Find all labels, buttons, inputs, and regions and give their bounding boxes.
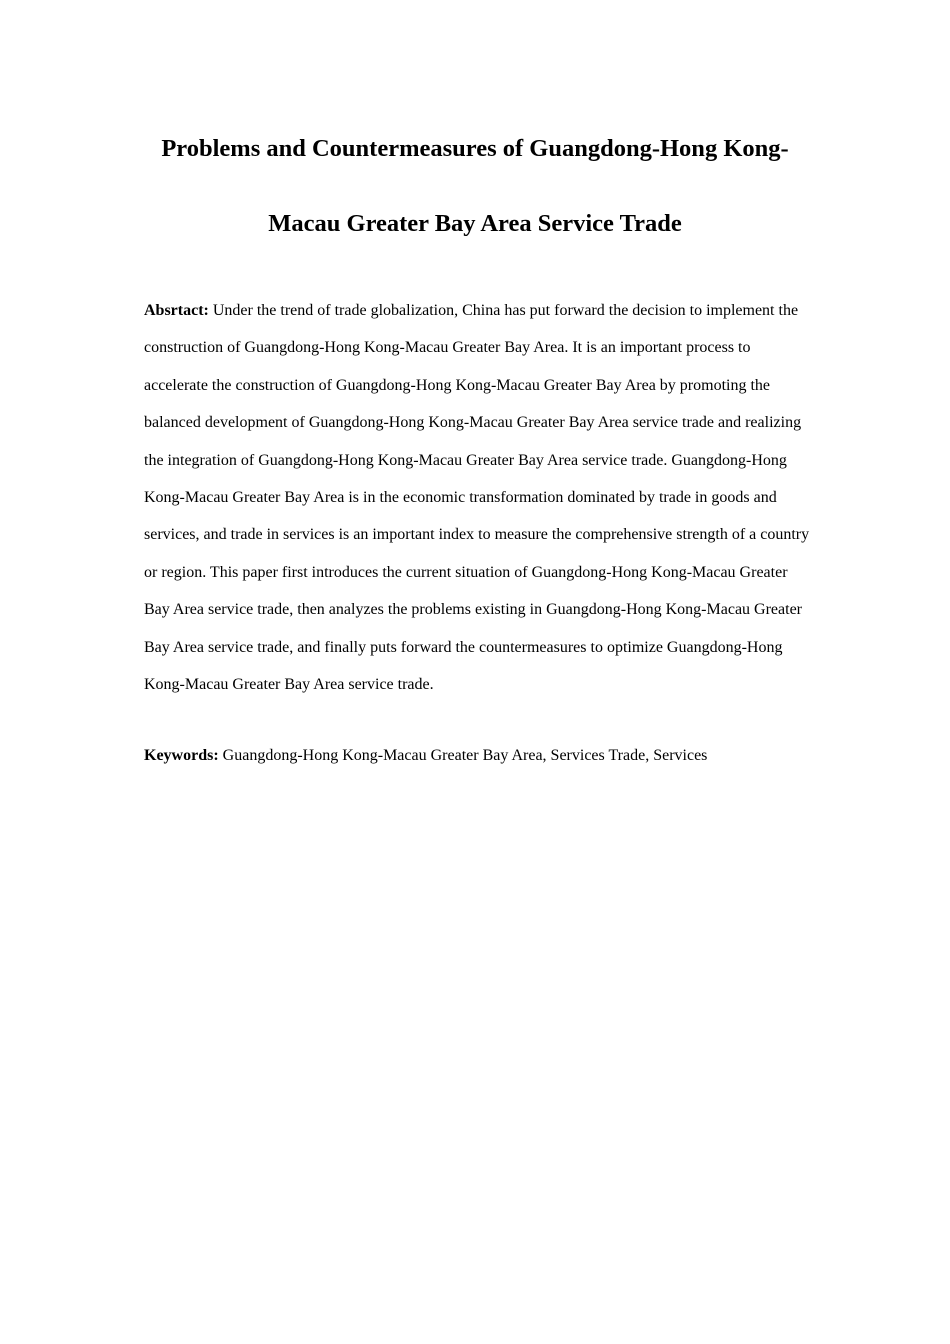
keywords-label: Keywords:: [144, 747, 219, 764]
keywords-text: Guangdong-Hong Kong-Macau Greater Bay Area, Services Trade, Services: [222, 747, 708, 764]
paper-title-line-2: Macau Greater Bay Area Service Trade: [268, 210, 682, 237]
abstract-label: Absrtact:: [144, 302, 209, 319]
abstract-paragraph: [144, 292, 812, 703]
abstract-text: Under the trend of trade globalization, China has put forward the decision to implement the construction of Guangdong-Hong Kong-Macau Greater Bay Area. It is an important process to accelerate the construction of Guangdong-Hong Kong-Macau Greater Bay Area by promoting the balanced development of Guangdong-Hong Kong-Macau Greater Bay Area service trade and realizing the integration of Guangdong-Hong Kong-Macau Greater Bay Area service trade. Guangdong-Hong Kong-Macau Greater Bay Area is in the economic transformation dominated by trade in goods and services, and trade in services is an important index to measure the comprehensive strength of a country or region. This paper first introduces the current situation of Guangdong-Hong Kong-Macau Greater Bay Area service trade, then analyzes the problems existing in Guangdong-Hong Kong-Macau Greater Bay Area service trade, and finally puts forward the countermeasures to optimize Guangdong-Hong Kong-Macau Greater Bay Area service trade.: [144, 302, 810, 694]
paper-title-line-1: Problems and Countermeasures of Guangdong-Hong Kong-: [161, 135, 789, 162]
keywords-paragraph: [144, 745, 812, 767]
